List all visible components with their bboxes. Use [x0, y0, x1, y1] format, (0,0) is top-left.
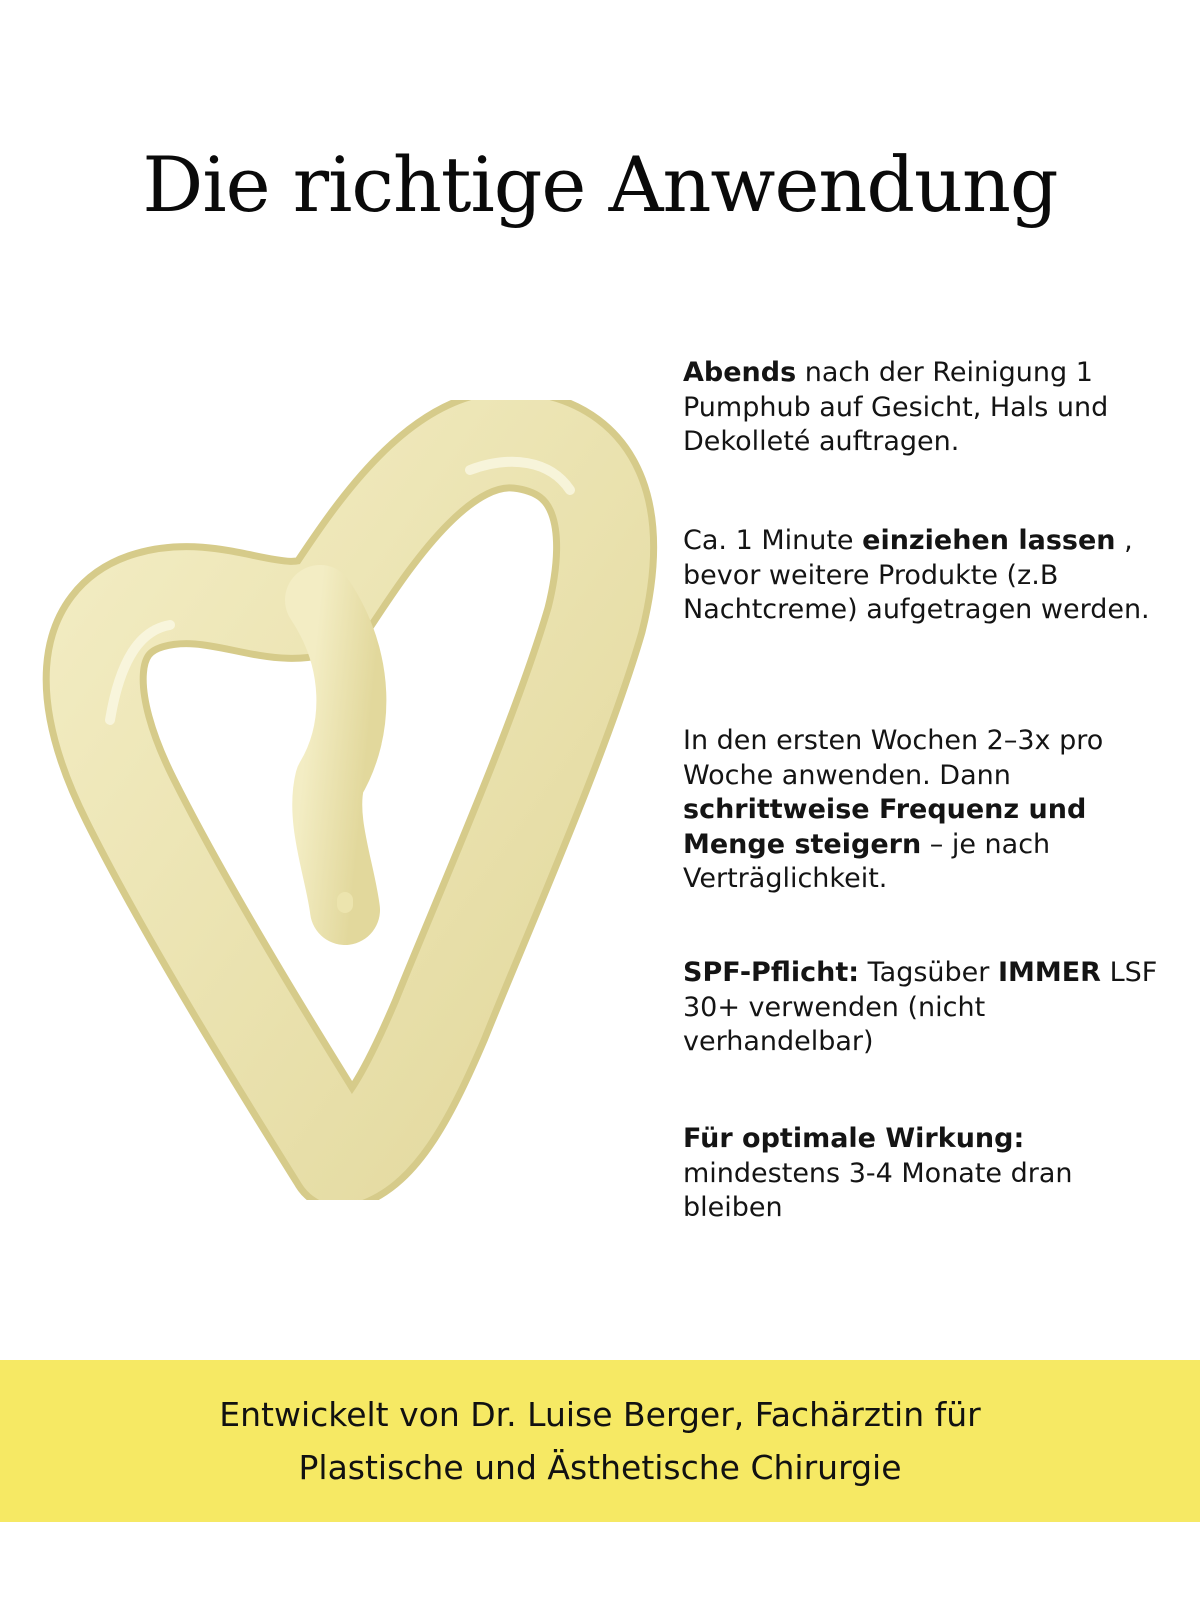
instruction-frequency: [683, 724, 1163, 897]
body-text: In den ersten Wochen 2–3x pro Woche anwenden. Dann: [683, 725, 1104, 791]
page-title: Die richtige Anwendung: [142, 140, 1058, 229]
body-text: nach der Reinigung 1 Pumphub auf Gesicht, Hals und Dekolleté auftragen.: [683, 357, 1109, 457]
instruction-evening: [683, 356, 1163, 460]
instruction-duration: [683, 1122, 1163, 1226]
body-text: mindestens 3-4 Monate dran bleiben: [683, 1157, 1073, 1223]
body-text: Ca. 1 Minute: [683, 525, 863, 556]
body-text: Tagsüber: [859, 957, 998, 988]
bold-text: schrittweise Frequenz und Menge steigern: [683, 794, 1087, 860]
bold-text: einziehen lassen: [862, 525, 1116, 556]
body-text: – je nach Verträglichkeit.: [683, 828, 1051, 894]
bold-text: IMMER: [997, 957, 1101, 988]
footer-line-2: Plastische und Ästhetische Chirurgie: [298, 1448, 902, 1487]
footer-line-1: Entwickelt von Dr. Luise Berger, Fachärztin für: [219, 1395, 981, 1434]
instruction-spf: [683, 956, 1163, 1060]
instruction-absorb: [683, 524, 1163, 628]
body-text: , bevor weitere Produkte (z.B Nachtcreme) aufgetragen werden.: [683, 525, 1150, 625]
cream-heart-image: [40, 400, 660, 1200]
bold-text: Für optimale Wirkung:: [683, 1123, 1025, 1154]
footer-banner: [0, 1360, 1200, 1522]
bold-text: Abends: [683, 357, 797, 388]
bold-text: SPF-Pflicht:: [683, 957, 860, 988]
body-text: LSF 30+ verwenden (nicht verhandelbar): [683, 957, 1158, 1057]
